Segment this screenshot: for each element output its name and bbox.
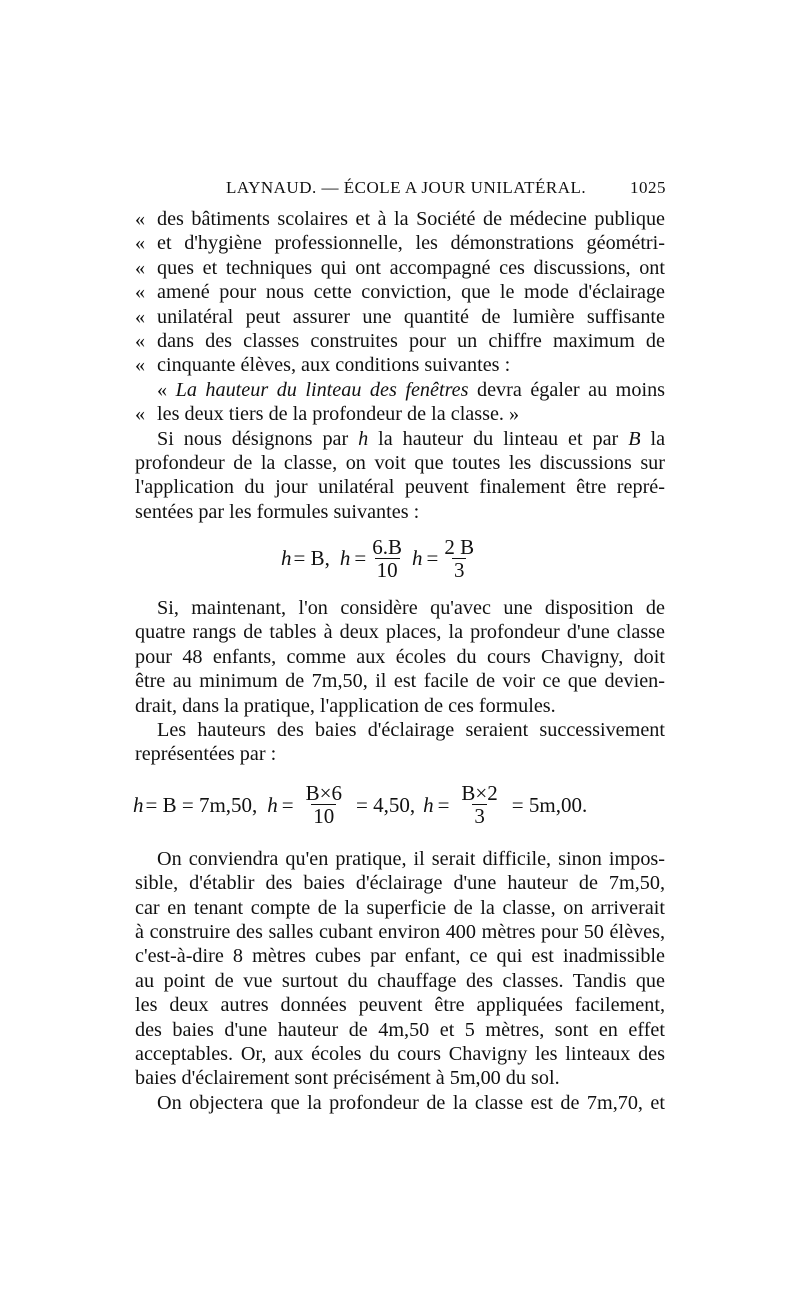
quote-mark: « — [135, 305, 146, 328]
formula-1: h = B, h = $\frac{6.B}{10}$ h = $\frac{2 B}{3}$ — [281, 534, 475, 582]
text-line: au point de vue surtout du chauffage des classes. Tandis que — [135, 969, 665, 992]
text-line: c'est-à-dire 8 mètres cubes par enfant, ce qui est inadmissible — [135, 945, 665, 968]
text-line: « ques et techniques qui ont accompagné ces discussions, ont — [135, 256, 665, 279]
quote-mark: « — [135, 232, 146, 255]
text-line: représentées par : — [135, 743, 277, 766]
text-line: baies d'éclairement sont précisément à 5m,00 du sol. — [135, 1067, 560, 1090]
fraction: $\frac{2 B}{3}$ — [444, 534, 475, 582]
fraction: $\frac{B\times 2}{3}$ — [461, 781, 498, 829]
text-body — [135, 207, 665, 1115]
text-line: sible, d'établir des baies d'éclairage d'une hauteur de 7m,50, — [135, 872, 665, 895]
text-line: être au minimum de 7m,50, il est facile de voir ce que devien- — [135, 670, 665, 693]
fraction: $\frac{6.B}{10}$ — [372, 534, 402, 582]
text-line: Les hauteurs des baies d'éclairage seraient successivement — [157, 719, 665, 742]
formula-2: h = B = 7m,50, h = $\frac{B\times 6}{10}$ = 4,50, h = $\frac{B\times 2}{3}$ = 5m,00. — [133, 781, 588, 829]
quote-mark: « — [135, 281, 146, 304]
text-line: drait, dans la pratique, l'application de ces formules. — [135, 694, 556, 717]
text-line: acceptables. Or, aux écoles du cours Chavigny les linteaux des — [135, 1042, 665, 1065]
text-line: « amené pour nous cette conviction, que le mode d'éclairage — [135, 281, 665, 304]
quote-mark: « — [135, 256, 146, 279]
text-line: On objectera que la profondeur de la classe est de 7m,70, et — [157, 1091, 665, 1114]
text-line: « les deux tiers de la profondeur de la classe. » — [135, 403, 520, 426]
text-line: « des bâtiments scolaires et à la Société de médecine publique — [135, 208, 665, 230]
text-line: « unilatéral peut assurer une quantité de lumière suffisante — [135, 305, 665, 328]
italic-phrase: La hauteur du linteau des fenêtres — [175, 378, 469, 401]
text-line: « et d'hygiène professionnelle, les démonstrations géométri- — [135, 232, 665, 255]
text-line: car en tenant compte de la superficie de la classe, on arriverait — [135, 896, 665, 919]
text-line: sentées par les formules suivantes : — [135, 500, 420, 523]
quote-mark: « — [135, 208, 146, 230]
text-line: profondeur de la classe, on voit que toutes les discussions sur — [135, 451, 665, 474]
text-line: Si nous désignons par h la hauteur du linteau et par B la — [157, 427, 666, 450]
fraction: $\frac{B\times 6}{10}$ — [305, 781, 342, 829]
running-title: LAYNAUD. — ÉCOLE A JOUR UNILATÉRAL. — [226, 178, 587, 197]
text-line: l'application du jour unilatéral peuvent finalement être repré- — [135, 476, 665, 499]
text-line: à construire des salles cubant environ 400 mètres pour 50 élèves, — [135, 920, 665, 943]
text-line: quatre rangs de tables à deux places, la profondeur d'une classe — [135, 621, 665, 644]
text-line: « cinquante élèves, aux conditions suivantes : — [135, 354, 511, 377]
quote-mark: « — [135, 403, 146, 426]
text-line: « dans des classes construites pour un chiffre maximum de — [135, 329, 665, 352]
text-line: On conviendra qu'en pratique, il serait difficile, sinon impos- — [157, 847, 665, 870]
running-header — [226, 178, 666, 198]
text-line: Si, maintenant, l'on considère qu'avec une disposition de — [157, 597, 665, 620]
text-line: pour 48 enfants, comme aux écoles du cours Chavigny, doit — [135, 645, 665, 668]
text-line: les deux autres données peuvent être appliquées facilement, — [135, 994, 665, 1017]
page-number: 1025 — [630, 178, 666, 197]
text-line: des baies d'une hauteur de 4m,50 et 5 mètres, sont en effet — [135, 1018, 665, 1041]
text-line: « La hauteur du linteau des fenêtres devra égaler au moins — [157, 378, 666, 401]
quote-mark: « — [135, 329, 146, 352]
quote-mark: « — [135, 354, 146, 377]
